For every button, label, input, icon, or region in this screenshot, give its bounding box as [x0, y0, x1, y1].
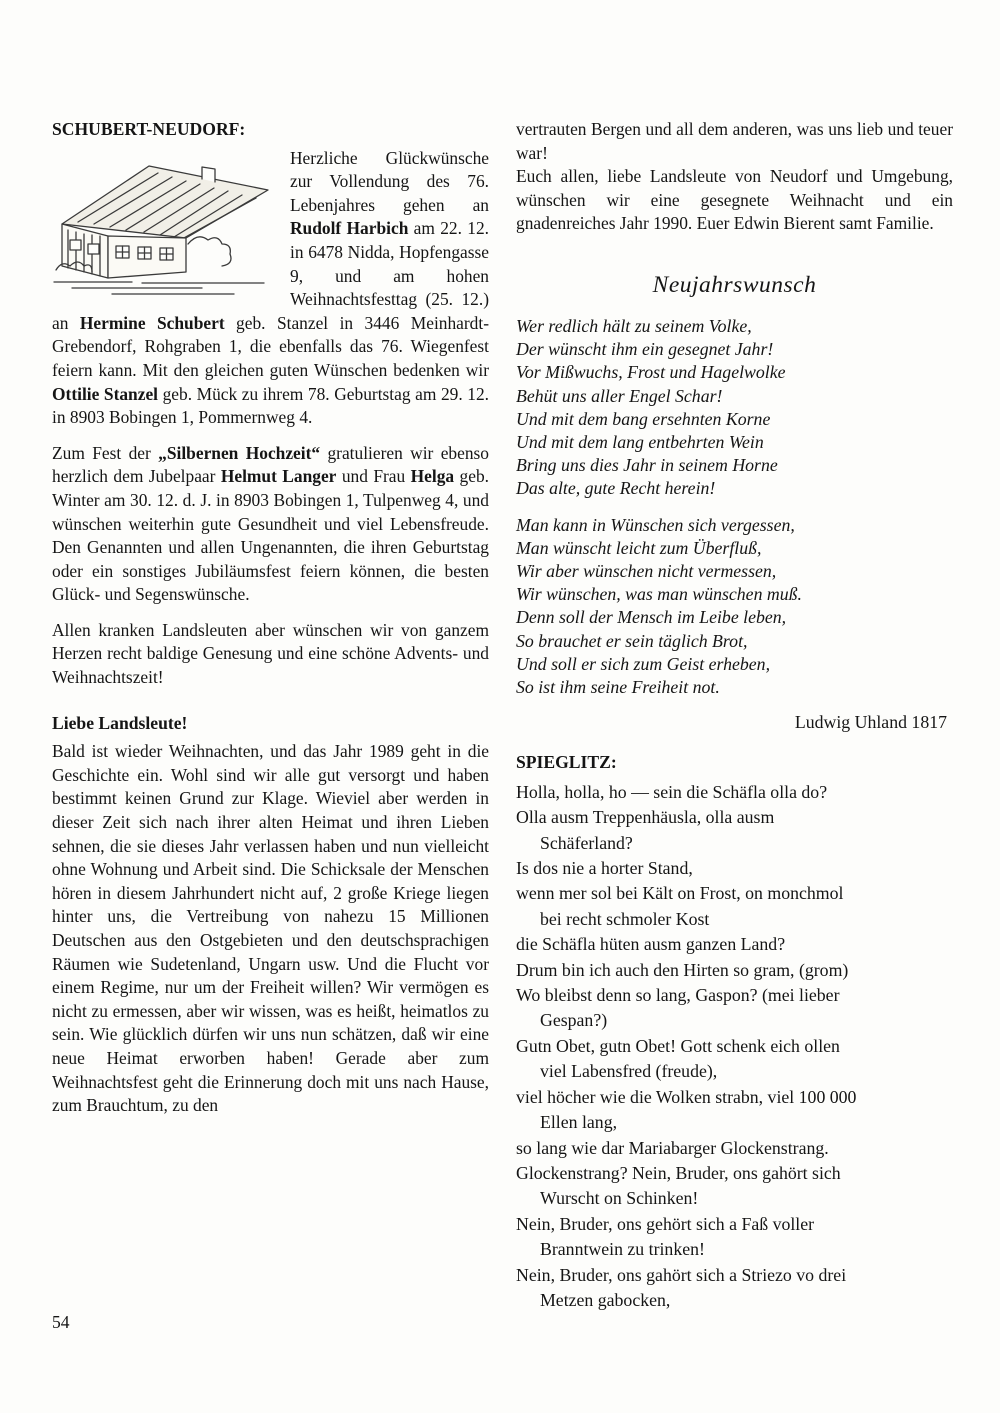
- text-line: Und mit dem bang ersehnten Korne: [516, 408, 771, 429]
- text-segment: Helmut Langer: [220, 466, 337, 487]
- text-line: Gutn Obet, gutn Obet! Gott schenk eich ollen: [516, 1035, 840, 1056]
- text-line: Branntwein zu trinken!: [540, 1239, 705, 1260]
- poem-title-neujahrswunsch: Neujahrswunsch: [652, 271, 817, 298]
- paragraph-text: [52, 741, 489, 1115]
- text-line: Und mit dem lang entbehrten Wein: [516, 431, 764, 452]
- text-line: bei recht schmoler Kost: [540, 908, 710, 929]
- text-line: die Schäfla hüten ausm ganzen Land?: [516, 934, 786, 955]
- paragraph-text: [52, 443, 489, 605]
- text-line: Schäferland?: [540, 832, 633, 853]
- text-segment: Helga: [410, 466, 455, 487]
- text-segment: Rudolf Harbich: [290, 218, 409, 239]
- farmhouse-sketch-icon: [52, 150, 280, 298]
- text-segment: und Frau: [336, 466, 411, 487]
- text-line: So brauchet er sein täglich Brot,: [516, 630, 748, 651]
- left-column: [52, 118, 489, 1313]
- paragraph-silver-wedding: [52, 442, 489, 607]
- text-line: Wurscht on Schinken!: [540, 1188, 699, 1209]
- paragraph-birthday-wishes: [52, 147, 489, 430]
- text-line: Behüt uns aller Engel Schar!: [516, 385, 723, 406]
- text-segment: Euch allen, liebe Landsleute von Neudorf und Umgebung, wünschen wir eine gesegnete Weihnacht und ein gnadenreiches Jahr 1990. Euer Edwin Bierent samt Familie.: [516, 166, 953, 234]
- section-title-spieglitz: SPIEGLITZ:: [516, 752, 617, 773]
- two-column-layout: [52, 118, 952, 1313]
- text-segment: Ottilie Stanzel: [52, 383, 159, 404]
- text-segment: Zum Fest der: [52, 442, 159, 463]
- text-segment: geb. Stanzel in 3446 Meinhardt-Grebendorf, Rohgraben 1, die ebenfalls das 76. Wiegenfest feiern kann. Mit den gleichen guten Wünschen bedenken wir: [52, 312, 489, 380]
- paragraph-greeting-bierent: [516, 165, 953, 236]
- text-line: Wir wünschen, was man wünschen muß.: [516, 584, 802, 605]
- text-line: Wir aber wünschen nicht vermessen,: [516, 561, 777, 581]
- text-line: Nein, Bruder, ons gahört sich a Striezo vo drei: [516, 1264, 847, 1285]
- text-line: Bring uns dies Jahr in seinem Horne: [516, 455, 778, 476]
- text-line: Drum bin ich auch den Hirten so gram, (grom): [516, 959, 849, 980]
- text-line: Ellen lang,: [540, 1112, 618, 1133]
- farmhouse-illustration: [52, 150, 280, 298]
- text-line: Glockenstrang? Nein, Bruder, ons gahört sich: [516, 1162, 841, 1183]
- paragraph-text: [52, 620, 489, 687]
- right-column: [516, 118, 953, 1313]
- text-line: Nein, Bruder, ons gehört sich a Faß voller: [516, 1213, 815, 1234]
- text-segment: vertrauten Bergen und all dem anderen, was uns lieb und teuer war!: [516, 119, 953, 163]
- text-line: viel höcher wie die Wolken strabn, viel 100 000: [516, 1086, 857, 1107]
- text-segment: Herzliche Glückwünsche zur Vollendung des 76. Lebenjahres gehen an: [290, 147, 489, 215]
- text-segment: geb. Winter am 30. 12. d. J. in 8903 Bobingen 1, Tulpenweg 4, und wünschen weiterhin gute Gesundheit und viel Lebensfreude. Den Genannten und allen Ungenannten, die ihren Geburtstag oder ein sonstiges Jubiläumsfest feiern können, die besten Glück- und Segenswünsche.: [52, 466, 489, 605]
- text-segment: „Silbernen Hochzeit“: [158, 442, 321, 463]
- poem-attribution: Ludwig Uhland 1817: [794, 712, 947, 733]
- text-line: Denn soll der Mensch im Leibe leben,: [516, 607, 787, 628]
- text-segment: gratulieren wir ebenso herzlich dem Jubelpaar: [52, 442, 490, 487]
- section-title-schubert-neudorf: SCHUBERT-NEUDORF:: [52, 119, 246, 139]
- text-line: Das alte, gute Recht herein!: [516, 478, 716, 499]
- text-line: Metzen gabocken,: [540, 1289, 671, 1310]
- paragraph-text: [516, 119, 953, 163]
- text-line: viel Labensfred (freude),: [540, 1061, 718, 1082]
- text-line: wenn mer sol bei Kält on Frost, on monchmol: [516, 883, 844, 904]
- text-segment: Allen kranken Landsleuten aber wünschen wir von ganzem Herzen recht baldige Genesung und eine schöne Advents- und Weihnachtszeit!: [52, 619, 489, 688]
- text-line: Man wünscht leicht zum Überfluß,: [516, 537, 762, 558]
- text-line: Und soll er sich zum Geist erheben,: [516, 653, 771, 674]
- text-line: Wer redlich hält zu seinem Volke,: [516, 315, 752, 336]
- text-segment: am 22. 12. in 6478 Nidda, Hopfengasse 9, und am hohen Weihnachtsfesttag (25. 12.) an: [52, 218, 490, 333]
- spieglitz-dialect-verse: [516, 780, 953, 1314]
- paragraph-get-well-wishes: [52, 619, 489, 690]
- page-number: 54: [52, 1312, 70, 1332]
- text-line: Holla, holla, ho — sein die Schäfla olla do?: [516, 781, 828, 802]
- paragraph-christmas-letter: [52, 740, 489, 1118]
- text-line: Is dos nie a horter Stand,: [516, 858, 693, 879]
- text-line: so lang wie dar Mariabarger Glockenstrang.: [516, 1137, 829, 1158]
- text-line: Man kann in Wünschen sich vergessen,: [516, 514, 795, 535]
- poem-stanza-2: [516, 514, 953, 700]
- text-line: Olla ausm Treppenhäusla, olla ausm: [516, 807, 775, 828]
- text-line: Der wünscht ihm ein gesegnet Jahr!: [516, 339, 774, 360]
- text-line: Wo bleibst denn so lang, Gaspon? (mei lieber: [516, 985, 840, 1006]
- text-segment: geb. Mück zu ihrem 78. Geburtstag am 29. 12. in 8903 Bobingen 1, Pommernweg 4.: [52, 383, 489, 428]
- text-segment: Bald ist wieder Weihnachten, und das Jahr 1989 geht in die Geschichte ein. Wohl sind wir alle gut versorgt und haben bestimmt keinen Grund zur Klage. Wieviel aber werden in dieser Zeit sich nach ihrer alten Heimat und ihren Lieben sehnen, die sie dieses Jahr verlassen haben und nun vielleicht ohne Wohnung und Arbeit sind. Die Schicksale der Menschen hören in diesem Jahrhundert nicht auf, 2 große Kriege liegen hinter uns, die Vertreibung von nahezu 15 Millionen Deutschen aus den Ostgebieten und den deutschsprachigen Räumen wie Sudetenland, Ungarn usw. Und die Flucht vor einem Regime, nur um der Freiheit willen? Wir vermögen es nicht zu ermessen, aber wir wissen, was es heißt, heimatlos zu sein. Wie glücklich dürfen wir uns nun schätzen, daß wir eine neue Heimat erworben haben! Gerade aber zum Weihnachtsfest geht die Erinnerung doch mit uns nach Hause, zum Brauchtum, zu den: [52, 741, 489, 1116]
- text-line: Vor Mißwuchs, Frost und Hagelwolke: [516, 362, 786, 383]
- poem-stanza-1: [516, 315, 953, 501]
- text-line: So ist ihm seine Freiheit not.: [516, 677, 720, 698]
- paragraph-letter-continuation: [516, 118, 953, 165]
- section-title-liebe-landsleute: Liebe Landsleute!: [52, 712, 188, 733]
- text-line: Gespan?): [540, 1010, 608, 1031]
- paragraph-text: [516, 166, 953, 233]
- text-segment: Hermine Schubert: [79, 312, 225, 333]
